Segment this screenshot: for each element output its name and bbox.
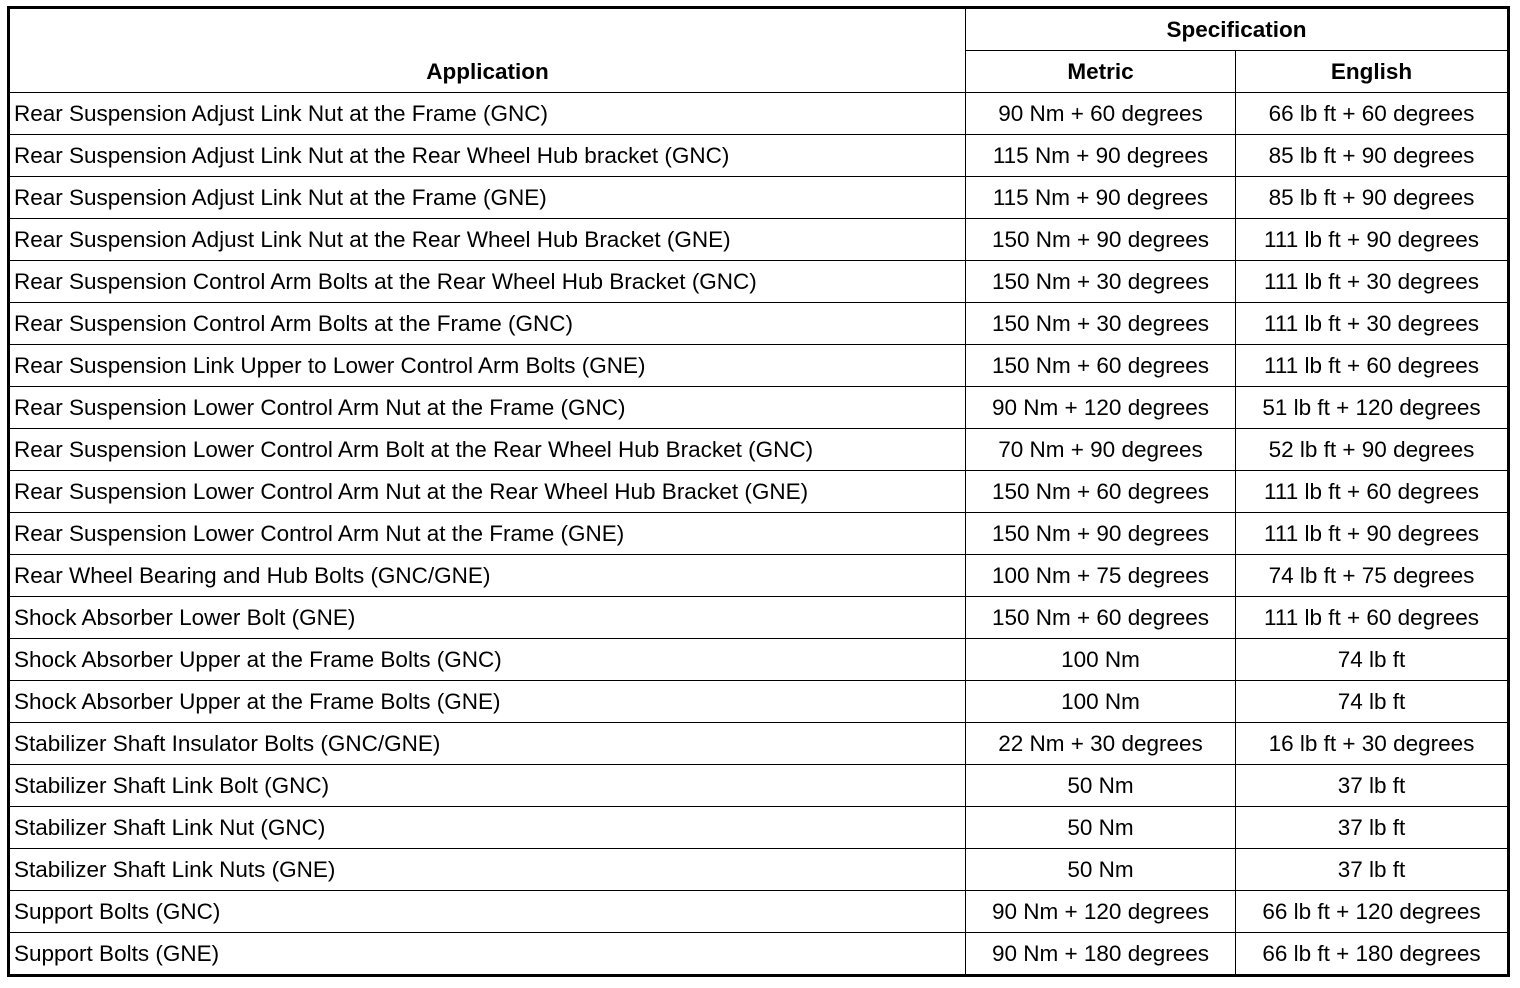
metric-cell: 50 Nm xyxy=(966,765,1236,807)
metric-cell: 150 Nm + 60 degrees xyxy=(966,345,1236,387)
application-cell: Rear Wheel Bearing and Hub Bolts (GNC/GNE) xyxy=(9,555,966,597)
metric-cell: 70 Nm + 90 degrees xyxy=(966,429,1236,471)
application-cell: Rear Suspension Adjust Link Nut at the Rear Wheel Hub Bracket (GNE) xyxy=(9,219,966,261)
table-row xyxy=(9,429,1509,471)
application-cell: Shock Absorber Upper at the Frame Bolts (GNC) xyxy=(9,639,966,681)
english-cell: 51 lb ft + 120 degrees xyxy=(1236,387,1509,429)
table-row xyxy=(9,807,1509,849)
application-cell: Rear Suspension Lower Control Arm Nut at the Frame (GNE) xyxy=(9,513,966,555)
english-cell: 74 lb ft xyxy=(1236,681,1509,723)
application-cell: Rear Suspension Adjust Link Nut at the Frame (GNC) xyxy=(9,93,966,135)
english-cell: 111 lb ft + 60 degrees xyxy=(1236,597,1509,639)
application-cell: Rear Suspension Control Arm Bolts at the Frame (GNC) xyxy=(9,303,966,345)
english-cell: 52 lb ft + 90 degrees xyxy=(1236,429,1509,471)
table-row xyxy=(9,177,1509,219)
table-row xyxy=(9,891,1509,933)
metric-cell: 90 Nm + 60 degrees xyxy=(966,93,1236,135)
english-cell: 85 lb ft + 90 degrees xyxy=(1236,177,1509,219)
table-row xyxy=(9,513,1509,555)
english-cell: 37 lb ft xyxy=(1236,807,1509,849)
application-cell: Rear Suspension Link Upper to Lower Control Arm Bolts (GNE) xyxy=(9,345,966,387)
table-row xyxy=(9,723,1509,765)
english-cell: 111 lb ft + 30 degrees xyxy=(1236,261,1509,303)
specification-header: Specification xyxy=(966,8,1509,51)
metric-cell: 115 Nm + 90 degrees xyxy=(966,177,1236,219)
application-header: Application xyxy=(9,8,966,93)
application-cell: Rear Suspension Adjust Link Nut at the Rear Wheel Hub bracket (GNC) xyxy=(9,135,966,177)
application-cell: Support Bolts (GNC) xyxy=(9,891,966,933)
application-cell: Support Bolts (GNE) xyxy=(9,933,966,976)
metric-header: Metric xyxy=(966,51,1236,93)
metric-cell: 150 Nm + 60 degrees xyxy=(966,471,1236,513)
table-row xyxy=(9,765,1509,807)
english-header: English xyxy=(1236,51,1509,93)
application-cell: Rear Suspension Control Arm Bolts at the Rear Wheel Hub Bracket (GNC) xyxy=(9,261,966,303)
application-cell: Rear Suspension Adjust Link Nut at the Frame (GNE) xyxy=(9,177,966,219)
english-cell: 74 lb ft + 75 degrees xyxy=(1236,555,1509,597)
table-row xyxy=(9,849,1509,891)
metric-cell: 50 Nm xyxy=(966,807,1236,849)
metric-cell: 22 Nm + 30 degrees xyxy=(966,723,1236,765)
metric-cell: 50 Nm xyxy=(966,849,1236,891)
english-cell: 66 lb ft + 120 degrees xyxy=(1236,891,1509,933)
english-cell: 85 lb ft + 90 degrees xyxy=(1236,135,1509,177)
table-row xyxy=(9,261,1509,303)
table-row xyxy=(9,471,1509,513)
header-row-top xyxy=(9,8,1509,51)
english-cell: 37 lb ft xyxy=(1236,849,1509,891)
application-cell: Stabilizer Shaft Link Nut (GNC) xyxy=(9,807,966,849)
table-row xyxy=(9,219,1509,261)
metric-cell: 115 Nm + 90 degrees xyxy=(966,135,1236,177)
english-cell: 66 lb ft + 180 degrees xyxy=(1236,933,1509,976)
english-cell: 74 lb ft xyxy=(1236,639,1509,681)
table-body xyxy=(9,93,1509,976)
application-cell: Stabilizer Shaft Insulator Bolts (GNC/GNE) xyxy=(9,723,966,765)
english-cell: 37 lb ft xyxy=(1236,765,1509,807)
english-cell: 111 lb ft + 90 degrees xyxy=(1236,513,1509,555)
table-row xyxy=(9,597,1509,639)
table-row xyxy=(9,555,1509,597)
metric-cell: 150 Nm + 90 degrees xyxy=(966,513,1236,555)
metric-cell: 150 Nm + 30 degrees xyxy=(966,261,1236,303)
application-cell: Shock Absorber Upper at the Frame Bolts (GNE) xyxy=(9,681,966,723)
application-cell: Rear Suspension Lower Control Arm Nut at the Rear Wheel Hub Bracket (GNE) xyxy=(9,471,966,513)
metric-cell: 90 Nm + 120 degrees xyxy=(966,891,1236,933)
table-row xyxy=(9,639,1509,681)
metric-cell: 150 Nm + 60 degrees xyxy=(966,597,1236,639)
metric-cell: 90 Nm + 120 degrees xyxy=(966,387,1236,429)
english-cell: 16 lb ft + 30 degrees xyxy=(1236,723,1509,765)
english-cell: 111 lb ft + 30 degrees xyxy=(1236,303,1509,345)
metric-cell: 100 Nm xyxy=(966,639,1236,681)
english-cell: 111 lb ft + 60 degrees xyxy=(1236,471,1509,513)
table-header xyxy=(9,8,1509,93)
english-cell: 111 lb ft + 90 degrees xyxy=(1236,219,1509,261)
application-cell: Shock Absorber Lower Bolt (GNE) xyxy=(9,597,966,639)
metric-cell: 150 Nm + 90 degrees xyxy=(966,219,1236,261)
metric-cell: 100 Nm + 75 degrees xyxy=(966,555,1236,597)
metric-cell: 150 Nm + 30 degrees xyxy=(966,303,1236,345)
table-row xyxy=(9,387,1509,429)
application-cell: Stabilizer Shaft Link Bolt (GNC) xyxy=(9,765,966,807)
metric-cell: 100 Nm xyxy=(966,681,1236,723)
table-row xyxy=(9,135,1509,177)
english-cell: 111 lb ft + 60 degrees xyxy=(1236,345,1509,387)
application-cell: Rear Suspension Lower Control Arm Bolt at the Rear Wheel Hub Bracket (GNC) xyxy=(9,429,966,471)
application-cell: Rear Suspension Lower Control Arm Nut at the Frame (GNC) xyxy=(9,387,966,429)
english-cell: 66 lb ft + 60 degrees xyxy=(1236,93,1509,135)
metric-cell: 90 Nm + 180 degrees xyxy=(966,933,1236,976)
fastener-spec-table xyxy=(7,6,1510,977)
table-row xyxy=(9,303,1509,345)
table-row xyxy=(9,681,1509,723)
table-row xyxy=(9,933,1509,976)
table-row xyxy=(9,345,1509,387)
application-cell: Stabilizer Shaft Link Nuts (GNE) xyxy=(9,849,966,891)
table-row xyxy=(9,93,1509,135)
